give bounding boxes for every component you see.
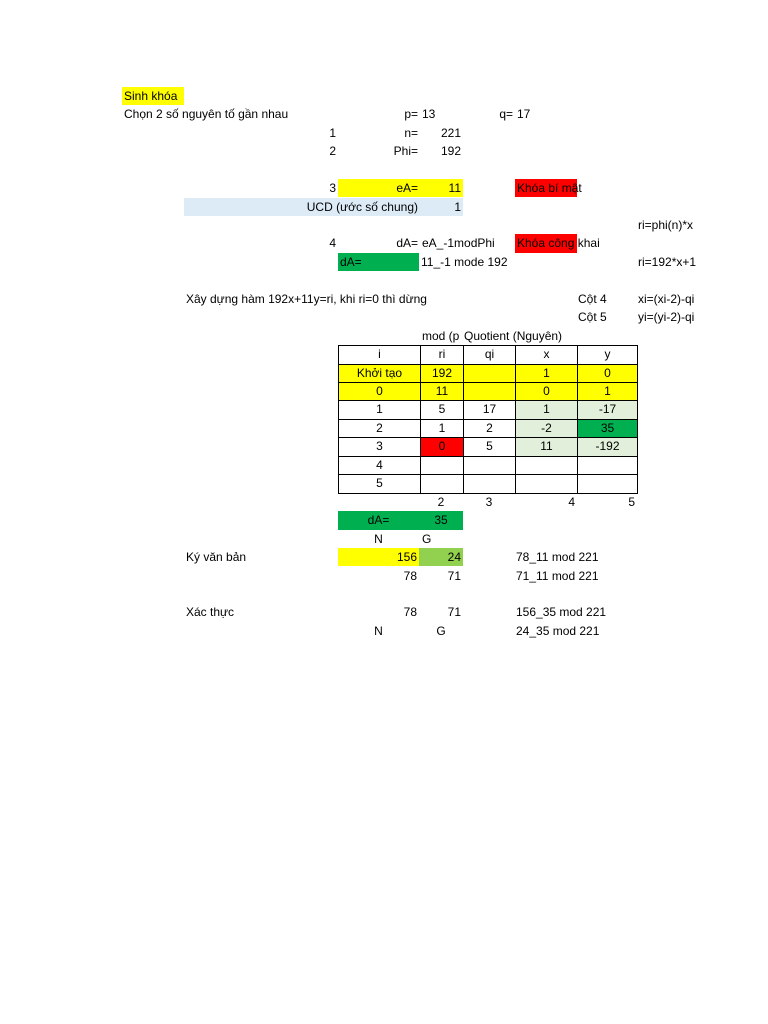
verify-axis-g-label: G (436, 623, 446, 638)
mod-caption: mod (p (422, 328, 460, 343)
private-key-tag: Khóa bí mật (515, 179, 577, 197)
cell-y-result: 35 (578, 419, 638, 437)
cell-y: -17 (578, 401, 638, 419)
cell-ri (421, 456, 464, 474)
formula-r-specific: ri=192*x+1 (638, 254, 697, 269)
table-row (339, 438, 638, 456)
cell-x: 1 (516, 401, 578, 419)
public-key-tag: Khóa công khai (515, 234, 577, 252)
cell-y (578, 475, 638, 493)
column-4-label: Cột 4 (578, 291, 607, 306)
cell-qi: 17 (464, 401, 516, 419)
sign-expression: 71_11 mod 221 (516, 568, 599, 583)
step-number-2: 2 (329, 144, 336, 159)
phi-value: 192 (440, 144, 461, 159)
cell-ri: 1 (421, 419, 464, 437)
verify-label: Xác thực (186, 605, 235, 620)
cell-x: 1 (516, 364, 578, 382)
cell-x (516, 475, 578, 493)
cell-x: 11 (516, 438, 578, 456)
gcd-label: UCD (ước số chung) (184, 198, 419, 216)
verify-g-value: 71 (447, 605, 461, 620)
step-number-4: 4 (329, 236, 336, 251)
cell-y: -192 (578, 438, 638, 456)
sign-expression: 78_11 mod 221 (516, 550, 599, 565)
result-da-value: 35 (419, 511, 463, 529)
cell-qi: 2 (464, 419, 516, 437)
cell-y: 0 (578, 364, 638, 382)
header-qi: qi (464, 346, 516, 364)
table-row (339, 456, 638, 474)
cell-y (578, 456, 638, 474)
ea-value: 11 (419, 179, 463, 197)
verify-expression: 24_35 mod 221 (516, 623, 600, 638)
table-row (339, 401, 638, 419)
quotient-caption: Quotient (Nguyên) (464, 328, 563, 343)
step-number-3: 3 (329, 181, 336, 196)
phi-label: Phi= (393, 144, 418, 159)
table-row (339, 475, 638, 493)
header-y: y (578, 346, 638, 364)
cell-i: Khởi tạo (339, 364, 421, 382)
header-ri: ri (421, 346, 464, 364)
q-value: 17 (517, 107, 531, 122)
axis-n-label: N (374, 531, 383, 546)
column-4-formula: xi=(xi-2)-qi (638, 291, 695, 306)
header-i: i (339, 346, 421, 364)
column-number: 3 (485, 494, 493, 509)
header-x: x (516, 346, 578, 364)
da-formula-expression: eA_-1modPhi (422, 236, 495, 251)
sign-n-value: 78 (403, 568, 417, 583)
cell-qi (464, 475, 516, 493)
choose-primes-instruction: Chọn 2 số nguyên tố gần nhau (124, 107, 289, 122)
column-number: 4 (568, 494, 575, 509)
column-5-label: Cột 5 (578, 310, 607, 325)
column-5-formula: yi=(yi-2)-qi (638, 310, 695, 325)
euclid-table (338, 345, 638, 494)
euclid-description: Xây dựng hàm 192x+11y=ri, khi ri=0 thì dừng (186, 291, 427, 306)
section-title-key-generation: Sinh khóa (122, 87, 184, 105)
cell-i: 5 (339, 475, 421, 493)
cell-i: 4 (339, 456, 421, 474)
cell-ri-stop: 0 (421, 438, 464, 456)
p-value: 13 (422, 107, 436, 122)
sign-label: Ký văn bản (186, 550, 247, 565)
cell-ri: 11 (421, 383, 464, 401)
p-label: p= (404, 107, 418, 122)
cell-qi (464, 364, 516, 382)
formula-r-general: ri=phi(n)*x (638, 217, 694, 232)
table-row (339, 419, 638, 437)
cell-ri: 192 (421, 364, 464, 382)
cell-x: -2 (516, 419, 578, 437)
result-da-label: dA= (338, 511, 419, 529)
cell-y: 1 (578, 383, 638, 401)
q-label: q= (499, 107, 513, 122)
da-formula-label: dA= (396, 236, 418, 251)
sign-g-value: 24 (419, 548, 463, 566)
column-number: 5 (628, 494, 635, 509)
n-value: 221 (440, 125, 461, 140)
verify-axis-n-label: N (374, 623, 383, 638)
da-calc-expression: 11_-1 mode 192 (421, 254, 508, 269)
sign-n-value: 156 (338, 548, 419, 566)
ea-label: eA= (338, 179, 419, 197)
axis-g-label: G (422, 531, 432, 546)
cell-x: 0 (516, 383, 578, 401)
cell-ri (421, 475, 464, 493)
cell-qi (464, 456, 516, 474)
cell-i: 1 (339, 401, 421, 419)
cell-i: 0 (339, 383, 421, 401)
column-number: 2 (437, 494, 445, 509)
n-label: n= (404, 125, 418, 140)
table-row (339, 383, 638, 401)
sign-g-value: 71 (447, 568, 461, 583)
cell-qi (464, 383, 516, 401)
cell-qi: 5 (464, 438, 516, 456)
cell-i: 3 (339, 438, 421, 456)
step-number-1: 1 (329, 125, 336, 140)
gcd-value: 1 (419, 198, 463, 216)
cell-x (516, 456, 578, 474)
verify-expression: 156_35 mod 221 (516, 605, 607, 620)
verify-n-value: 78 (403, 605, 417, 620)
cell-i: 2 (339, 419, 421, 437)
table-header-row (339, 346, 638, 364)
cell-ri: 5 (421, 401, 464, 419)
table-row-init (339, 364, 638, 382)
da-calc-label: dA= (338, 253, 419, 271)
